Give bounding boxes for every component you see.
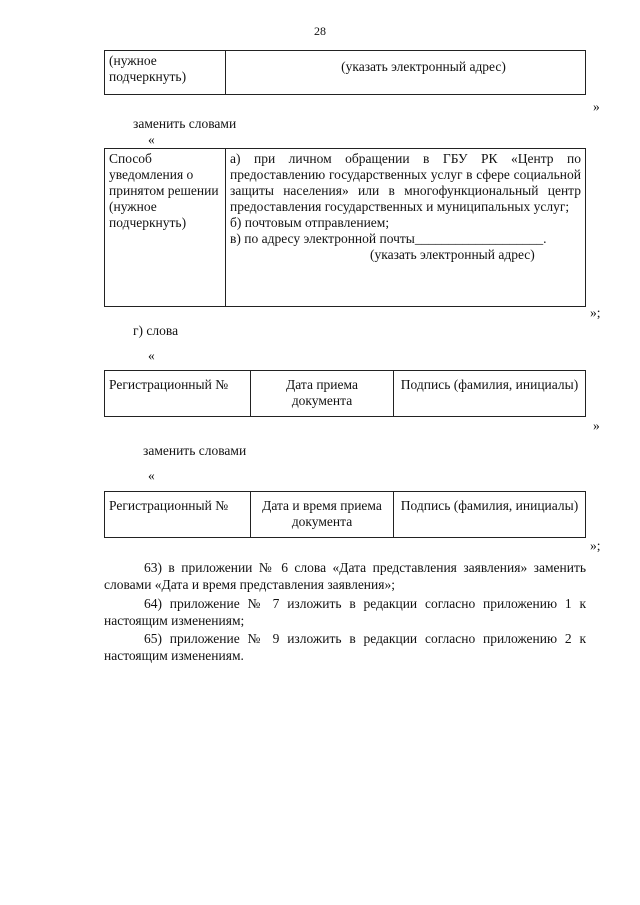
receipt-date-header: Дата приема документа xyxy=(251,371,394,417)
signature-header: Подпись (фамилия, инициалы) xyxy=(394,492,586,538)
opening-quote: « xyxy=(148,132,155,147)
registration-number-header: Регистрационный № xyxy=(105,371,251,417)
replace-phrase: заменить словами xyxy=(133,116,237,131)
notification-method-table xyxy=(104,148,586,307)
item-g: г) слова xyxy=(133,323,179,338)
paragraph-65: 65) приложение № 9 изложить в редакции согласно приложению 2 к настоящим изменениям. xyxy=(104,631,586,663)
registration-table-new xyxy=(104,491,586,538)
closing-quote: » xyxy=(593,418,600,433)
underline-hint-cell: (нужное подчеркнуть) xyxy=(105,51,226,95)
option-a: а) при личном обращении в ГБУ РК «Центр по предоставлению государственных услуг в сфере социальной защиты населения» или в многофункциональный центр предоставления государственных и муниципальных услуг; xyxy=(230,151,581,214)
closing-quote: »; xyxy=(590,305,601,320)
paragraph-64: 64) приложение № 7 изложить в редакции согласно приложению 1 к настоящим изменениям; xyxy=(104,596,586,628)
signature-header: Подпись (фамилия, инициалы) xyxy=(394,371,586,417)
email-hint: (указать электронный адрес) xyxy=(370,247,535,262)
option-b: б) почтовым отправлением; xyxy=(230,215,390,230)
receipt-datetime-header: Дата и время приема документа xyxy=(251,492,394,538)
closing-quote: »; xyxy=(590,538,601,553)
opening-quote: « xyxy=(148,348,155,363)
opening-quote: « xyxy=(148,468,155,483)
registration-table-old xyxy=(104,370,586,417)
replace-phrase: заменить словами xyxy=(143,443,247,458)
notification-options-cell xyxy=(226,149,586,307)
contact-table-fragment xyxy=(104,50,586,95)
option-c: в) по адресу электронной почты___________________. xyxy=(230,231,547,246)
closing-quote: » xyxy=(593,99,600,114)
page-number: 28 xyxy=(314,24,326,38)
registration-number-header: Регистрационный № xyxy=(105,492,251,538)
paragraph-63: 63) в приложении № 6 слова «Дата представления заявления» заменить словами «Дата и время представления заявления»; xyxy=(104,560,586,592)
email-hint-cell: (указать электронный адрес) xyxy=(226,51,586,95)
notification-method-label: Способ уведомления о принятом решении (нужное подчеркнуть) xyxy=(105,149,226,307)
